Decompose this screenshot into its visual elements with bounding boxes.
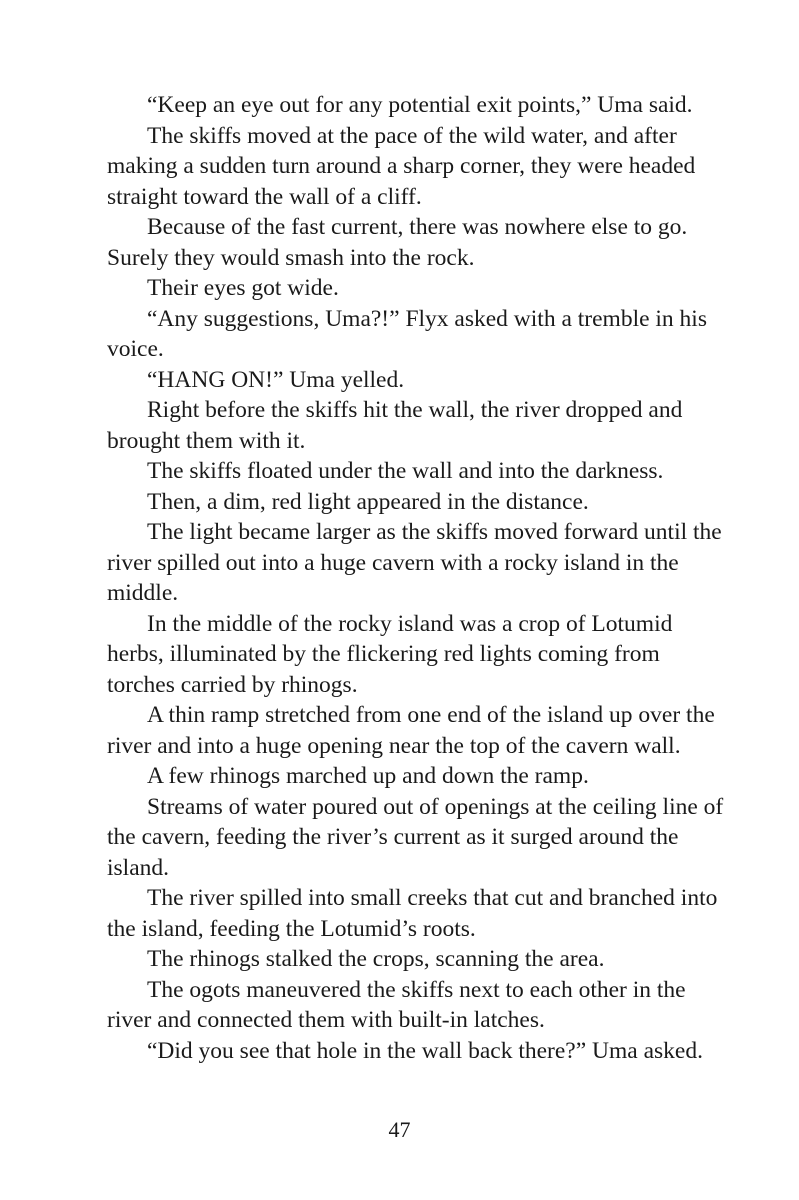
paragraph-6: “HANG ON!” Uma yelled. bbox=[147, 366, 405, 393]
paragraph-3: Because of the fast current, there was nowhere else to go. Surely they would smash into the rock. bbox=[107, 214, 688, 271]
paragraph-10: The light became larger as the skiffs moved forward until the river spilled out into a huge cavern with a rocky island in the middle. bbox=[107, 519, 722, 606]
page-number: 47 bbox=[388, 1117, 411, 1142]
paragraph-16: The rhinogs stalked the crops, scanning the area. bbox=[147, 946, 605, 972]
paragraph-11: In the middle of the rocky island was a crop of Lotumid herbs, illuminated by the flickering red lights coming from torches carried by rhinogs. bbox=[107, 610, 673, 698]
paragraph-18: “Did you see that hole in the wall back there?” Uma asked. bbox=[147, 1037, 703, 1064]
paragraph-12: A thin ramp stretched from one end of the island up over the river and into a huge opening near the top of the cavern wall. bbox=[107, 702, 715, 759]
paragraph-17: The ogots maneuvered the skiffs next to each other in the river and connected them with built-in latches. bbox=[107, 976, 686, 1033]
paragraph-2: The skiffs moved at the pace of the wild water, and after making a sudden turn around a sharp corner, they were headed straight toward the wall of a cliff. bbox=[107, 122, 696, 210]
paragraph-15: The river spilled into small creeks that cut and branched into the island, feeding the Lotumid’s roots. bbox=[107, 885, 718, 942]
paragraph-14: Streams of water poured out of openings at the ceiling line of the cavern, feeding the river’s current as it surged around the island. bbox=[107, 793, 724, 881]
body-text bbox=[107, 90, 732, 1066]
paragraph-7: Right before the skiffs hit the wall, the river dropped and brought them with it. bbox=[107, 397, 683, 454]
paragraph-8: The skiffs floated under the wall and into the darkness. bbox=[147, 458, 664, 484]
paragraph-4: Their eyes got wide. bbox=[147, 275, 339, 301]
paragraph-1: “Keep an eye out for any potential exit points,” Uma said. bbox=[147, 92, 693, 118]
paragraph-5: “Any suggestions, Uma?!” Flyx asked with a tremble in his voice. bbox=[107, 305, 707, 362]
paragraph-13: A few rhinogs marched up and down the ramp. bbox=[147, 763, 589, 789]
paragraph-9: Then, a dim, red light appeared in the distance. bbox=[147, 488, 589, 515]
